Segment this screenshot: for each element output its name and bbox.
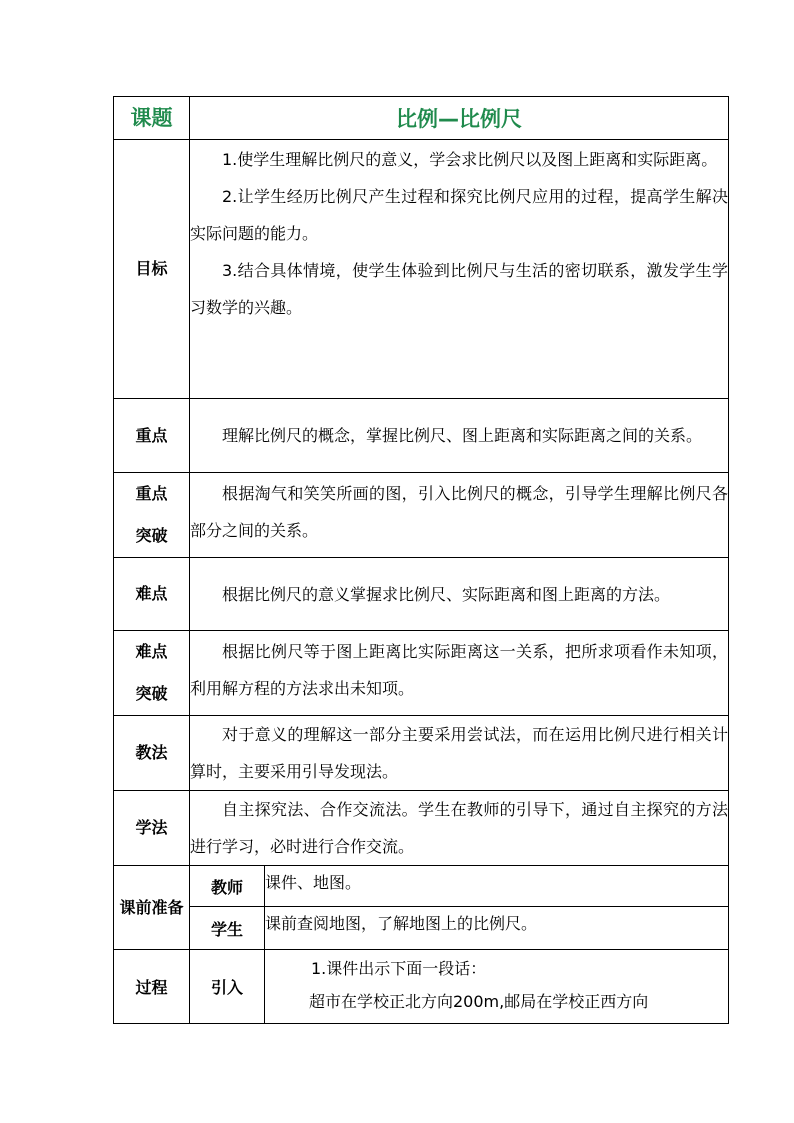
difficulty-breakthrough-content: [190, 631, 729, 716]
learning-method-label: 学法: [114, 791, 190, 866]
objective-item: 1.使学生理解比例尺的意义，学会求比例尺以及图上距离和实际距离。: [222, 150, 718, 169]
topic-label: 课题: [114, 97, 190, 140]
key-breakthrough-row: [114, 473, 729, 558]
process-line: 超市在学校正北方向200m,邮局在学校正西方向: [309, 992, 649, 1011]
lesson-plan-table: [113, 96, 729, 1024]
teaching-method-text: 对于意义的理解这一部分主要采用尝试法，而在运用比例尺进行相关计算时，主要采用引导发现法。: [190, 725, 728, 781]
objectives-row: [114, 140, 729, 399]
difficulty-row: [114, 558, 729, 631]
prep-teacher-row: [114, 866, 729, 907]
student-label: 学生: [190, 907, 265, 950]
key-point-content: [190, 399, 729, 473]
process-label: 过程: [114, 950, 190, 1024]
teaching-method-row: [114, 716, 729, 791]
key-breakthrough-label: [114, 473, 190, 558]
lesson-title: 比例—比例尺: [190, 97, 729, 140]
process-row: [114, 950, 729, 1024]
key-point-row: [114, 399, 729, 473]
objective-item: 3.结合具体情境，使学生体验到比例尺与生活的密切联系，激发学生学习数学的兴趣。: [190, 261, 728, 317]
teacher-prep-text: 课件、地图。: [265, 866, 729, 907]
difficulty-breakthrough-text: 根据比例尺等于图上距离比实际距离这一关系，把所求项看作未知项，利用解方程的方法求出未知项。: [190, 642, 728, 698]
difficulty-breakthrough-label: [114, 631, 190, 716]
student-prep-text: 课前查阅地图，了解地图上的比例尺。: [265, 907, 729, 950]
key-breakthrough-label-line: 重点: [135, 484, 168, 503]
title-row: [114, 97, 729, 140]
difficulty-text: 根据比例尺的意义掌握求比例尺、实际距离和图上距离的方法。: [222, 584, 671, 604]
process-content: [265, 950, 729, 1024]
difficulty-label: 难点: [114, 558, 190, 631]
preparation-label: 课前准备: [114, 866, 190, 950]
learning-method-content: [190, 791, 729, 866]
difficulty-breakthrough-label-line: 突破: [135, 684, 168, 703]
key-point-label: 重点: [114, 399, 190, 473]
learning-method-text: 自主探究法、合作交流法。学生在教师的引导下，通过自主探究的方法进行学习，必时进行合作交流。: [190, 800, 728, 856]
key-breakthrough-content: [190, 473, 729, 558]
difficulty-content: [190, 558, 729, 631]
key-point-text: 理解比例尺的概念，掌握比例尺、图上距离和实际距离之间的关系。: [222, 426, 703, 445]
teaching-method-content: [190, 716, 729, 791]
difficulty-breakthrough-row: [114, 631, 729, 716]
learning-method-row: [114, 791, 729, 866]
objectives-content: [190, 140, 729, 399]
intro-label: 引入: [190, 950, 265, 1024]
process-line: 1.课件出示下面一段话：: [311, 959, 487, 978]
key-breakthrough-text: 根据淘气和笑笑所画的图，引入比例尺的概念，引导学生理解比例尺各部分之间的关系。: [190, 484, 728, 540]
key-breakthrough-label-line: 突破: [135, 526, 168, 545]
prep-student-row: [114, 907, 729, 950]
objectives-label: 目标: [114, 140, 190, 399]
teacher-label: 教师: [190, 866, 265, 907]
objective-item: 2.让学生经历比例尺产生过程和探究比例尺应用的过程，提高学生解决实际问题的能力。: [190, 187, 728, 243]
difficulty-breakthrough-label-line: 难点: [135, 642, 168, 661]
teaching-method-label: 教法: [114, 716, 190, 791]
